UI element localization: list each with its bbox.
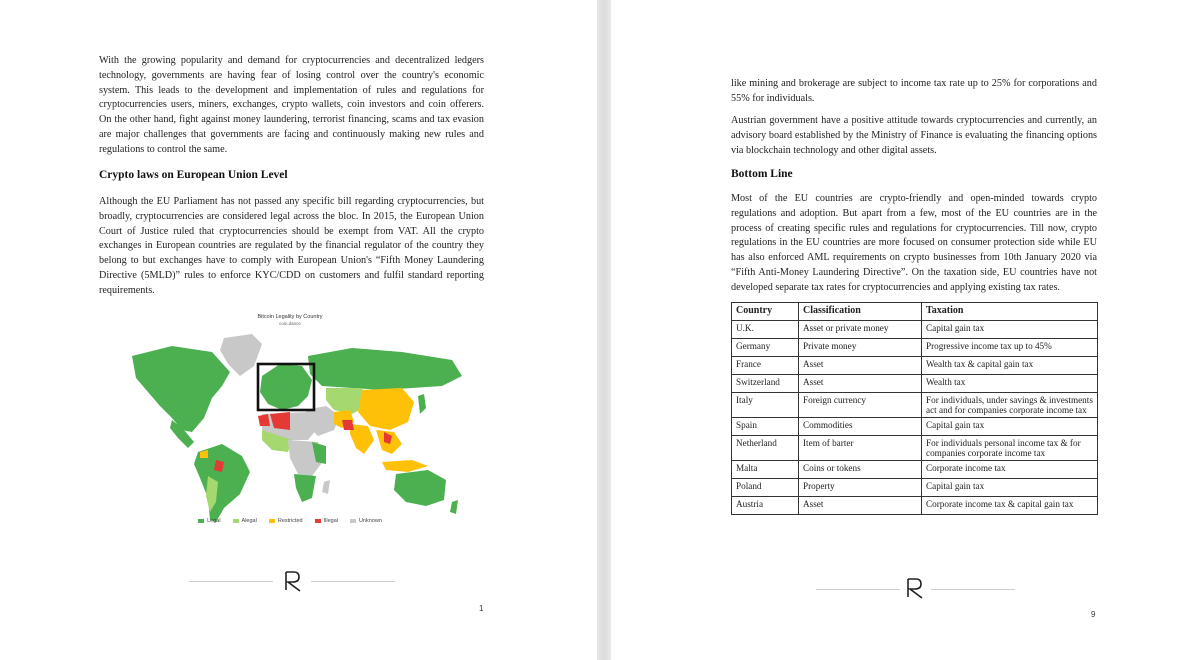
legend-item-legal	[198, 518, 220, 524]
cell-classification: Coins or tokens	[799, 461, 922, 479]
cell-taxation: Wealth tax & capital gain tax	[922, 357, 1098, 375]
table-row	[732, 436, 1098, 461]
pakistan-shape	[342, 420, 354, 430]
legend-label: Legal	[207, 518, 221, 524]
legend-label: Illegal	[323, 518, 338, 524]
legend-item-illegal	[315, 518, 338, 524]
legend-item-alegal	[233, 518, 257, 524]
cell-classification: Commodities	[799, 418, 922, 436]
cell-classification: Item of barter	[799, 436, 922, 461]
brand-logo-icon	[282, 570, 304, 592]
page-number: 9	[1091, 610, 1096, 619]
legend-label: Alegal	[241, 518, 257, 524]
cell-taxation: For individuals personal income tax & for companies corporate income tax	[922, 436, 1098, 461]
map-subtitle: coin.dance	[279, 321, 301, 326]
china-shape	[358, 388, 414, 430]
table-row	[732, 357, 1098, 375]
cell-taxation: Corporate income tax & capital gain tax	[922, 497, 1098, 515]
north-america-shape	[132, 346, 230, 432]
cell-classification: Property	[799, 479, 922, 497]
bottom-line-paragraph: Most of the EU countries are crypto-friendly and open-minded towards crypto regulations and adoption. But apart from a few, most of the EU countries are in the process of creating specific rules and regulations for cryptocurrencies. Till now, crypto regulations in the EU countries are more focused on consumer protection side while EU has also enforced AML requirements on crypto businesses from 10th January 2020 via “Fifth Anti-Money Laundering Directive”. On the taxation side, EU countries have not developed separate tax rates for cryptocurrencies and applying existing tax rates.	[731, 193, 1097, 293]
legend-label: Unknown	[358, 518, 382, 524]
table-row	[732, 375, 1098, 393]
indonesia-shape	[382, 460, 428, 472]
southern-africa-shape	[294, 474, 316, 502]
header-country: Country	[732, 303, 799, 321]
cell-classification: Foreign currency	[799, 393, 922, 418]
table-row	[732, 497, 1098, 515]
table-row	[732, 479, 1098, 497]
table-header-row	[732, 303, 1098, 321]
legend-item-unknown	[350, 518, 382, 524]
cell-taxation: For individuals, under savings & investments act and for companies corporate income tax	[922, 393, 1098, 418]
section-heading-eu: Crypto laws on European Union Level	[99, 169, 288, 181]
section-heading-bottom-line: Bottom Line	[731, 168, 793, 180]
australia-shape	[394, 470, 446, 506]
table-row	[732, 393, 1098, 418]
brand-logo-icon	[904, 577, 926, 599]
europe-shape	[260, 364, 312, 410]
continuation-paragraph: like mining and brokerage are subject to income tax rate up to 25% for corporations and 55% for individuals.	[731, 78, 1097, 104]
cell-country: Poland	[732, 479, 799, 497]
russia-shape	[308, 348, 462, 390]
world-map-graphic	[112, 326, 468, 526]
morocco-shape	[258, 414, 270, 426]
map-legend	[112, 518, 468, 524]
table-row	[732, 461, 1098, 479]
legend-swatch	[350, 519, 356, 523]
table-row	[732, 418, 1098, 436]
cell-taxation: Capital gain tax	[922, 321, 1098, 339]
cell-country: Malta	[732, 461, 799, 479]
table-row	[732, 339, 1098, 357]
document-page-left	[0, 0, 597, 660]
legend-swatch	[233, 519, 239, 523]
cell-taxation: Corporate income tax	[922, 461, 1098, 479]
legend-swatch	[198, 519, 204, 523]
page-gutter	[597, 0, 611, 660]
cell-classification: Asset	[799, 375, 922, 393]
cell-classification: Asset or private money	[799, 321, 922, 339]
cell-classification: Asset	[799, 497, 922, 515]
cell-taxation: Capital gain tax	[922, 479, 1098, 497]
cell-country: Germany	[732, 339, 799, 357]
cell-taxation: Progressive income tax up to 45%	[922, 339, 1098, 357]
document-page-right	[611, 0, 1200, 660]
eu-paragraph: Although the EU Parliament has not passed any specific bill regarding cryptocurrencies, but broadly, cryptocurrencies are considered legal across the bloc. In 2015, the European Union Court of Justice ruled that cryptocurrencies should be exempt from VAT. All the crypto exchanges in European countries are regulated by the financial regulator of the country they belong to but exchanges have to comply with European Union's “Fifth Money Laundering Directive (5MLD)” rules to enforce KYC/CDD on customers and fulfil standard reporting requirements.	[99, 196, 484, 296]
cell-classification: Private money	[799, 339, 922, 357]
new-zealand-shape	[450, 500, 458, 514]
table-row	[732, 321, 1098, 339]
header-taxation: Taxation	[922, 303, 1098, 321]
cell-country: Italy	[732, 393, 799, 418]
crypto-classification-table	[731, 302, 1098, 515]
map-title: Bitcoin Legality by Country	[257, 314, 323, 320]
footer-rule-right	[311, 581, 395, 582]
page-number: 1	[479, 604, 484, 613]
footer-rule-left	[816, 589, 900, 590]
legend-item-restricted	[269, 518, 303, 524]
austria-paragraph: Austrian government have a positive attitude towards cryptocurrencies and currently, an advisory board established by the Ministry of Finance is evaluating the financing options via blockchain technology and other digital assets.	[731, 115, 1097, 156]
legend-label: Restricted	[277, 518, 303, 524]
cell-country: Austria	[732, 497, 799, 515]
bitcoin-legality-map	[112, 310, 468, 532]
cell-country: Switzerland	[732, 375, 799, 393]
cell-country: France	[732, 357, 799, 375]
cell-country: Spain	[732, 418, 799, 436]
cell-classification: Asset	[799, 357, 922, 375]
madagascar-shape	[322, 480, 330, 494]
japan-shape	[418, 394, 426, 414]
footer-rule-left	[189, 581, 273, 582]
header-classification: Classification	[799, 303, 922, 321]
footer-rule-right	[931, 589, 1015, 590]
legend-swatch	[315, 519, 321, 523]
cell-country: U.K.	[732, 321, 799, 339]
intro-paragraph: With the growing popularity and demand for cryptocurrencies and decentralized ledgers technology, governments are having fear of losing control over the country's economic system. This leads to the development and implementation of rules and regulations for cryptocurrencies users, miners, exchanges, crypto wallets, coin investors and coin offerers. On the other hand, fight against money laundering, terrorist financing, scams and tax evasion are major challenges that governments are facing and continuously making new rules and regulations to control the same.	[99, 55, 484, 155]
cell-taxation: Wealth tax	[922, 375, 1098, 393]
cell-country: Netherland	[732, 436, 799, 461]
cell-taxation: Capital gain tax	[922, 418, 1098, 436]
legend-swatch	[269, 519, 275, 523]
